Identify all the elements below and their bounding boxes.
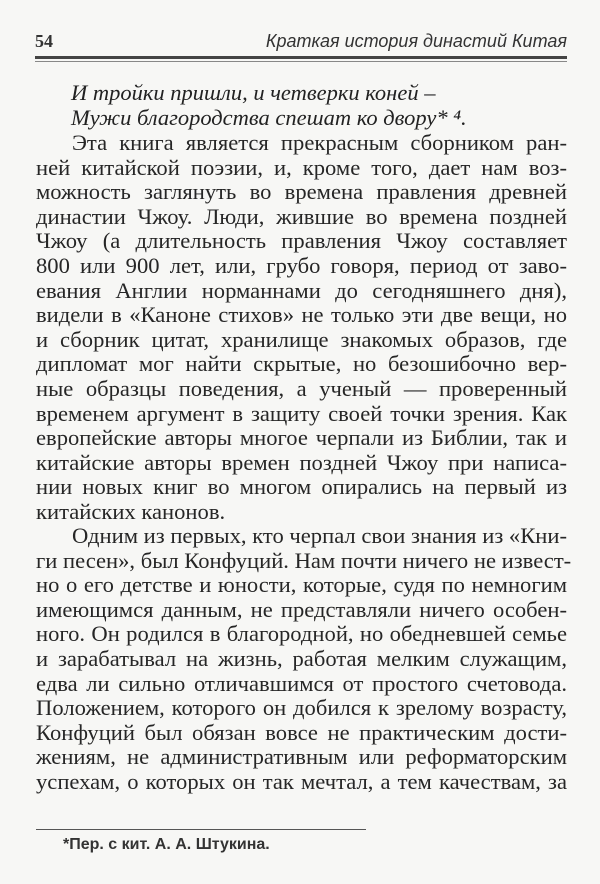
text-line: ней китайской поэзии, и, кроме того, дает нам воз- — [36, 154, 567, 180]
text-line: Одним из первых, кто черпал свои знания из «Кни- — [72, 523, 567, 548]
header-rule — [35, 56, 567, 59]
paragraph-1 — [36, 131, 567, 525]
page-number: 54 — [35, 31, 53, 51]
epigraph — [71, 80, 467, 130]
text-line: но о его детстве и юности, которые, судя по немногим — [36, 572, 567, 598]
text-line: успехам, о которых он так мечтал, а тем качествам, за — [36, 768, 567, 794]
text-line: и зарабатывал на жизнь, работая мелким служащим, — [36, 645, 567, 671]
text-line: нии новых книг во многом опирались на первый из — [36, 474, 567, 500]
running-title: Краткая история династий Китая — [265, 31, 567, 51]
text-line: имеющимся данным, не представляли ничего особен- — [36, 596, 567, 622]
text-line: Чжоу (а длительность правления Чжоу составляет — [36, 228, 567, 254]
text-line: дипломат мог найти скрытые, но безошибочно вер- — [36, 351, 567, 377]
paragraph-2 — [36, 523, 572, 795]
text-line: ные образцы поведения, а ученый — проверенный — [36, 375, 567, 401]
footnote: *Пер. с кит. А. А. Штукина. — [63, 836, 270, 853]
text-line: временем аргумент в защиту своей точки зрения. Как — [36, 400, 567, 426]
text-line: китайские авторы времен поздней Чжоу при написа- — [36, 449, 567, 475]
epigraph-line: И тройки пришли, и четверки коней – — [71, 80, 436, 105]
text-line: 800 или 900 лет, или, грубо говоря, период от заво- — [36, 252, 567, 278]
text-line: европейские авторы многое черпали из Библии, так и — [36, 425, 567, 451]
text-line: династии Чжоу. Люди, жившие во времена поздней — [36, 203, 567, 229]
page-header — [35, 28, 567, 52]
header-rule-thin — [35, 61, 567, 62]
text-line: евания Англии норманнами до сегодняшнего дня), — [36, 277, 567, 303]
text-line: Конфуций был обязан вовсе не практическим дости- — [36, 719, 567, 745]
footnote-rule — [36, 829, 366, 830]
epigraph-line: Мужи благородства спешат ко двору* ⁴. — [71, 105, 467, 130]
text-line: Эта книга является прекрасным сборником ран- — [72, 130, 567, 155]
text-line: жениям, не административным или реформаторским — [36, 744, 567, 770]
text-line: китайских канонов. — [36, 498, 226, 524]
text-line: можность заглянуть во времена правления древней — [36, 179, 567, 205]
text-line: Положением, которого он добился к зрелому возрасту, — [36, 695, 567, 721]
text-line: и сборник цитат, хранилище знакомых образов, где — [36, 326, 567, 352]
text-line: едва ли сильно отличавшимся от простого счетовода. — [36, 670, 567, 696]
text-line: ги песен», был Конфуций. Нам почти ничего не извест- — [36, 547, 572, 573]
text-line: ного. Он родился в благородной, но обедневшей семье — [36, 621, 567, 647]
text-line: видели в «Каноне стихов» не только эти две вещи, но — [36, 302, 567, 328]
